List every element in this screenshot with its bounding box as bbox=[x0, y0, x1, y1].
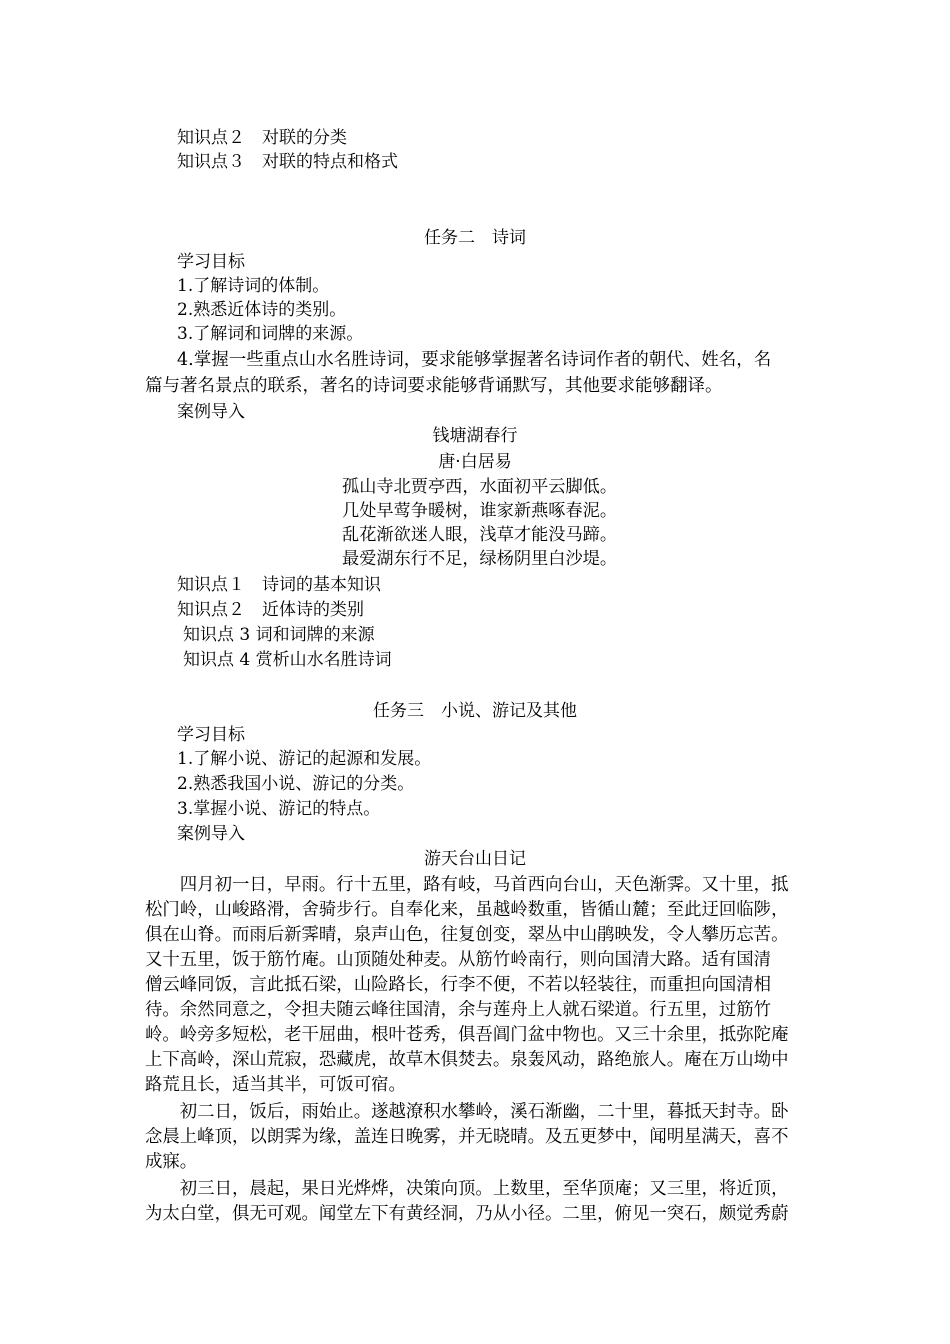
body-line: 路荒且长，适当其半，可饭可宿。 bbox=[145, 1075, 406, 1095]
task2-goal-4: 4.掌握一些重点山水名胜诗词，要求能够掌握著名诗词作者的朝代、姓名，名 bbox=[177, 350, 772, 370]
task2-goal-1: 1.了解诗词的体制。 bbox=[177, 276, 330, 296]
task3-goal-3: 3.掌握小说、游记的特点。 bbox=[177, 799, 381, 819]
task2-knowledge-point-4: 知识点 4 赏析山水名胜诗词 bbox=[183, 650, 392, 670]
body-line: 僧云峰同饭，言此抵石梁，山险路长，行李不便，不若以轻装往，而重担向国清相 bbox=[145, 975, 772, 995]
body-line: 松门岭，山峻路滑，舍骑步行。自奉化来，虽越岭数重，皆循山麓；至此迂回临陟， bbox=[145, 900, 789, 920]
body-line: 俱在山脊。而雨后新霁晴，泉声山色，往复创变，翠丛中山鹃映发，令人攀历忘苦。 bbox=[145, 925, 789, 945]
body-line: 念晨上峰顶，以朗霁为缘，盖连日晚雾，并无晓晴。及五更梦中，闻明星满天，喜不 bbox=[145, 1127, 789, 1147]
task2-goal-4-cont: 篇与著名景点的联系，著名的诗词要求能够背诵默写，其他要求能够翻译。 bbox=[145, 376, 723, 396]
task3-case-heading: 案例导入 bbox=[177, 824, 245, 844]
task2-case-heading: 案例导入 bbox=[177, 402, 245, 422]
task3-title: 任务三 小说、游记及其他 bbox=[373, 701, 577, 721]
body-line: 岭。岭旁多短松，老干屈曲，根叶苍秀，俱吾阊门盆中物也。又三十余里，抵弥陀庵 bbox=[145, 1025, 789, 1045]
knowledge-point-2: 知识点２ 对联的分类 bbox=[177, 128, 347, 148]
task2-knowledge-point-2: 知识点２ 近体诗的类别 bbox=[177, 600, 364, 620]
body-line: 初三日，晨起，果日光烨烨，决策向顶。上数里，至华顶庵；又三里，将近顶， bbox=[145, 1179, 789, 1199]
poem-line: 孤山寺北贾亭西，水面初平云脚低。 bbox=[342, 477, 618, 497]
poem-title: 钱塘湖春行 bbox=[432, 426, 518, 446]
poem-line: 最爱湖东行不足，绿杨阴里白沙堤。 bbox=[342, 549, 618, 569]
poem-line: 几处早莺争暖树，谁家新燕啄春泥。 bbox=[342, 501, 618, 521]
body-line: 四月初一日，早雨。行十五里，路有岐，马首西向台山，天色渐霁。又十里，抵 bbox=[145, 875, 789, 895]
body-line: 初二日，饭后，雨始止。遂越潦积水攀岭，溪石渐幽，二十里，暮抵天封寺。卧 bbox=[145, 1102, 789, 1122]
knowledge-point-3: 知识点３ 对联的特点和格式 bbox=[177, 152, 398, 172]
task2-goals-heading: 学习目标 bbox=[177, 252, 245, 272]
task2-knowledge-point-3: 知识点 3 词和词牌的来源 bbox=[183, 625, 375, 645]
body-line: 成寐。 bbox=[145, 1152, 198, 1172]
task2-title: 任务二 诗词 bbox=[424, 228, 526, 248]
body-line: 又十五里，饭于筋竹庵。山顶随处种麦。从筋竹岭南行，则向国清大路。适有国清 bbox=[145, 950, 772, 970]
travel-diary-title: 游天台山日记 bbox=[424, 849, 526, 869]
task3-goal-2: 2.熟悉我国小说、游记的分类。 bbox=[177, 774, 415, 794]
task2-goal-2: 2.熟悉近体诗的类别。 bbox=[177, 300, 347, 320]
poem-author: 唐·白居易 bbox=[438, 452, 512, 472]
body-line: 为太白堂，俱无可观。闻堂左下有黄经洞，乃从小径。二里，俯见一突石，颇觉秀蔚 bbox=[145, 1204, 789, 1224]
poem-line: 乱花渐欲迷人眼，浅草才能没马蹄。 bbox=[342, 525, 618, 545]
body-line: 待。余然同意之，令担夫随云峰往国清，余与莲舟上人就石梁道。行五里，过筋竹 bbox=[145, 1000, 772, 1020]
task2-goal-3: 3.了解词和词牌的来源。 bbox=[177, 324, 364, 344]
task3-goals-heading: 学习目标 bbox=[177, 725, 245, 745]
task3-goal-1: 1.了解小说、游记的起源和发展。 bbox=[177, 749, 432, 769]
task2-knowledge-point-1: 知识点１ 诗词的基本知识 bbox=[177, 575, 381, 595]
body-line: 上下高岭，深山荒寂，恐藏虎，故草木俱焚去。泉轰风动，路绝旅人。庵在万山坳中 bbox=[145, 1050, 789, 1070]
